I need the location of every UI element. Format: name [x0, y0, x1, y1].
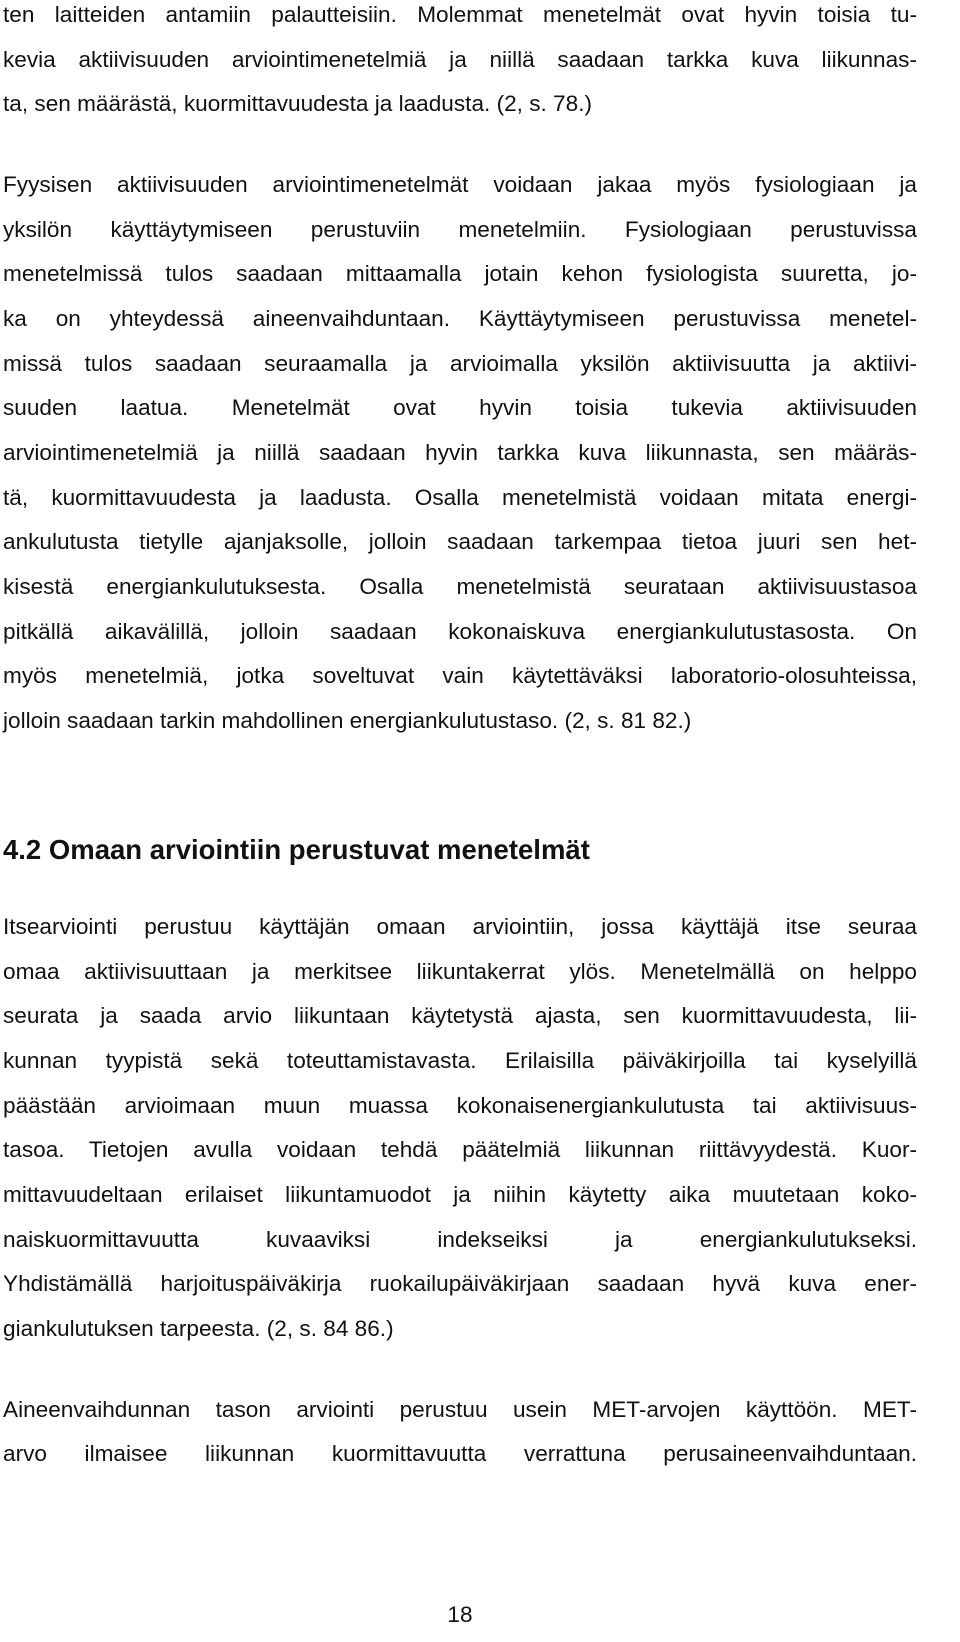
- paragraph-2-line-11: pitkällä aikavälillä, jolloin saadaan kokonaiskuva energiankulutustasosta. On: [3, 619, 917, 644]
- paragraph-1-line-3: ta, sen määrästä, kuormittavuudesta ja laadusta. (2, s. 78.): [3, 91, 592, 116]
- paragraph-3-line-6: tasoa. Tietojen avulla voidaan tehdä päätelmiä liikunnan riittävyydestä. Kuor-: [3, 1137, 917, 1162]
- paragraph-2-line-4: ka on yhteydessä aineenvaihduntaan. Käyttäytymiseen perustuvissa menetel-: [3, 306, 917, 331]
- paragraph-3-line-5: päästään arvioimaan muun muassa kokonaisenergiankulutusta tai aktiivisuus-: [3, 1093, 917, 1118]
- paragraph-4-line-1: Aineenvaihdunnan tason arviointi perustuu usein MET-arvojen käyttöön. MET-: [3, 1397, 917, 1422]
- paragraph-3-line-1: Itsearviointi perustuu käyttäjän omaan arviointiin, jossa käyttäjä itse seuraa: [3, 914, 917, 939]
- paragraph-3-line-9: Yhdistämällä harjoituspäiväkirja ruokailupäiväkirjaan saadaan hyvä kuva ener-: [3, 1271, 917, 1296]
- page-number: 18: [447, 1602, 473, 1627]
- paragraph-3-line-2: omaa aktiivisuuttaan ja merkitsee liikuntakerrat ylös. Menetelmällä on helppo: [3, 959, 917, 984]
- section-heading: 4.2 Omaan arviointiin perustuvat menetelmät: [3, 834, 590, 865]
- paragraph-3-line-7: mittavuudeltaan erilaiset liikuntamuodot ja niihin käytetty aika muutetaan koko-: [3, 1182, 917, 1207]
- paragraph-2-line-8: tä, kuormittavuudesta ja laadusta. Osalla menetelmistä voidaan mitata energi-: [3, 485, 917, 510]
- paragraph-2-line-2: yksilön käyttäytymiseen perustuviin menetelmiin. Fysiologiaan perustuvissa: [3, 217, 917, 242]
- paragraph-3-line-10: giankulutuksen tarpeesta. (2, s. 84 86.): [3, 1316, 394, 1341]
- paragraph-2-line-1: Fyysisen aktiivisuuden arviointimenetelmät voidaan jakaa myös fysiologiaan ja: [3, 172, 917, 197]
- paragraph-2-line-13: jolloin saadaan tarkin mahdollinen energiankulutustaso. (2, s. 81 82.): [3, 708, 692, 733]
- paragraph-2-line-9: ankulutusta tietylle ajanjaksolle, jolloin saadaan tarkempaa tietoa juuri sen het-: [3, 529, 917, 554]
- paragraph-3-line-3: seurata ja saada arvio liikuntaan käytetystä ajasta, sen kuormittavuudesta, lii-: [3, 1003, 917, 1028]
- paragraph-2-line-7: arviointimenetelmiä ja niillä saadaan hyvin tarkka kuva liikunnasta, sen määräs-: [3, 440, 917, 465]
- paragraph-2-line-6: suuden laatua. Menetelmät ovat hyvin toisia tukevia aktiivisuuden: [3, 395, 917, 420]
- paragraph-1-line-1: ten laitteiden antamiin palautteisiin. Molemmat menetelmät ovat hyvin toisia tu-: [3, 2, 917, 27]
- paragraph-3-line-8: naiskuormittavuutta kuvaaviksi indekseiksi ja energiankulutukseksi.: [3, 1227, 917, 1252]
- paragraph-2-line-3: menetelmissä tulos saadaan mittaamalla jotain kehon fysiologista suuretta, jo-: [3, 261, 917, 286]
- paragraph-2-line-10: kisestä energiankulutuksesta. Osalla menetelmistä seurataan aktiivisuustasoa: [3, 574, 917, 599]
- paragraph-2-line-5: missä tulos saadaan seuraamalla ja arvioimalla yksilön aktiivisuutta ja aktiivi-: [3, 351, 917, 376]
- paragraph-3-line-4: kunnan tyypistä sekä toteuttamistavasta. Erilaisilla päiväkirjoilla tai kyselyillä: [3, 1048, 917, 1073]
- paragraph-4-line-2: arvo ilmaisee liikunnan kuormittavuutta verrattuna perusaineenvaihduntaan.: [3, 1441, 917, 1466]
- paragraph-1-line-2: kevia aktiivisuuden arviointimenetelmiä ja niillä saadaan tarkka kuva liikunnas-: [3, 47, 917, 72]
- paragraph-2-line-12: myös menetelmiä, jotka soveltuvat vain käytettäväksi laboratorio-olosuhteissa,: [3, 663, 917, 688]
